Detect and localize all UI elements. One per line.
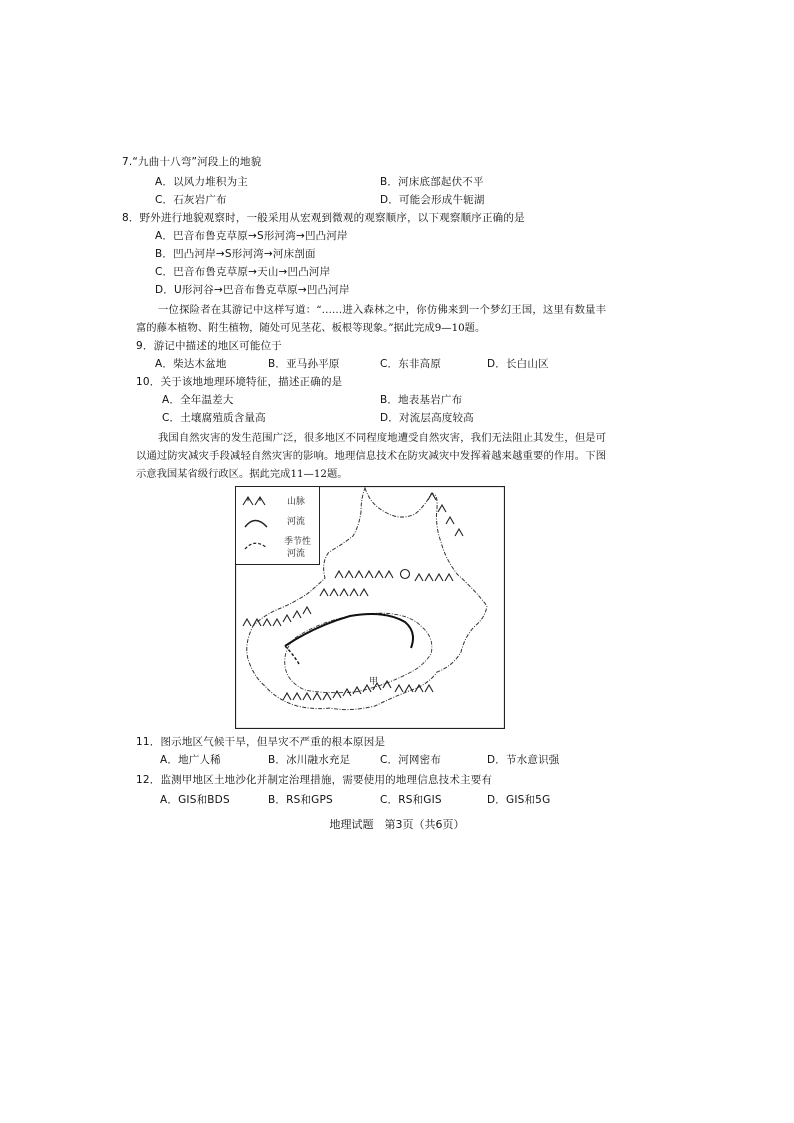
q12-option-b: B．RS和GPS <box>268 794 333 806</box>
q10-stem: 10．关于该地地理环境特征，描述正确的是 <box>136 376 343 388</box>
q8-option-d: D．U形河谷→巴音布鲁克草原→凹凸河岸 <box>155 284 350 296</box>
q7-option-d: D．可能会形成牛轭湖 <box>380 194 485 206</box>
passage-11-12: 我国自然灾害的发生范围广泛，很多地区不同程度地遭受自然灾害，我们无法阻止其发生，但是可以通过防灾减灾手段减轻自然灾害的影响。地理信息技术在防灾减灾中发挥着越来越重要的作用。下图示意我国某省级行政区。据此完成11—12题。 <box>136 432 606 480</box>
q9-stem: 9．游记中描述的地区可能位于 <box>136 340 282 352</box>
q10-option-c: C．土壤腐殖质含量高 <box>162 412 266 424</box>
q9-option-c: C．东非高原 <box>380 358 442 370</box>
q11-option-c: C．河网密布 <box>380 754 442 766</box>
q9-option-d: D．长白山区 <box>487 358 549 370</box>
q9-option-a: A．柴达木盆地 <box>155 358 227 370</box>
q8-option-a: A．巴音布鲁克草原→S形河湾→凹凸河岸 <box>155 230 348 242</box>
legend-seasonal-river-label-1: 季节性 <box>284 537 312 547</box>
q8-option-b: B．凹凸河岸→S形河湾→河床剖面 <box>155 248 316 260</box>
q10-option-a: A．全年温差大 <box>162 394 234 406</box>
page-footer: 地理试题 第3页（共6页） <box>329 818 465 831</box>
q7-stem: 7.“九曲十八弯”河段上的地貌 <box>122 156 262 168</box>
q11-option-b: B．冰川融水充足 <box>268 754 351 766</box>
q8-option-c: C．巴音布鲁克草原→天山→凹凸河岸 <box>155 266 331 278</box>
q12-option-d: D．GIS和5G <box>487 794 551 806</box>
lake-symbol <box>401 570 410 579</box>
q12-option-a: A．GIS和BDS <box>160 794 230 806</box>
q10-option-d: D．对流层高度较高 <box>380 412 474 424</box>
passage-9-10: 一位探险者在其游记中这样写道：“……进入森林之中，你仿佛来到一个梦幻王国，这里有数量丰富的藤本植物、附生植物，随处可见茎花、板根等现象。”据此完成9—10题。 <box>136 304 606 334</box>
q12-option-c: C．RS和GIS <box>380 794 442 806</box>
legend-river-label: 河流 <box>287 517 306 527</box>
province-map <box>235 486 505 729</box>
q8-stem: 8．野外进行地貌观察时，一般采用从宏观到微观的观察顺序，以下观察顺序正确的是 <box>122 212 525 224</box>
q11-option-a: A．地广人稀 <box>160 754 221 766</box>
legend-seasonal-river-label-2: 河流 <box>287 549 306 559</box>
q11-option-d: D．节水意识强 <box>487 754 560 766</box>
q7-option-b: B．河床底部起伏不平 <box>380 176 484 188</box>
legend-mountain-label: 山脉 <box>287 497 306 507</box>
q9-option-b: B．亚马孙平原 <box>268 358 340 370</box>
q10-option-b: B．地表基岩广布 <box>380 394 463 406</box>
q11-stem: 11．图示地区气候干旱，但旱灾不严重的根本原因是 <box>136 736 386 748</box>
q7-option-c: C．石灰岩广布 <box>155 194 227 206</box>
q7-option-a: A．以风力堆积为主 <box>155 176 248 188</box>
q12-stem: 12．监测甲地区土地沙化并制定治理措施，需要使用的地理信息技术主要有 <box>136 774 493 786</box>
map-label-jia: 甲 <box>369 677 379 687</box>
